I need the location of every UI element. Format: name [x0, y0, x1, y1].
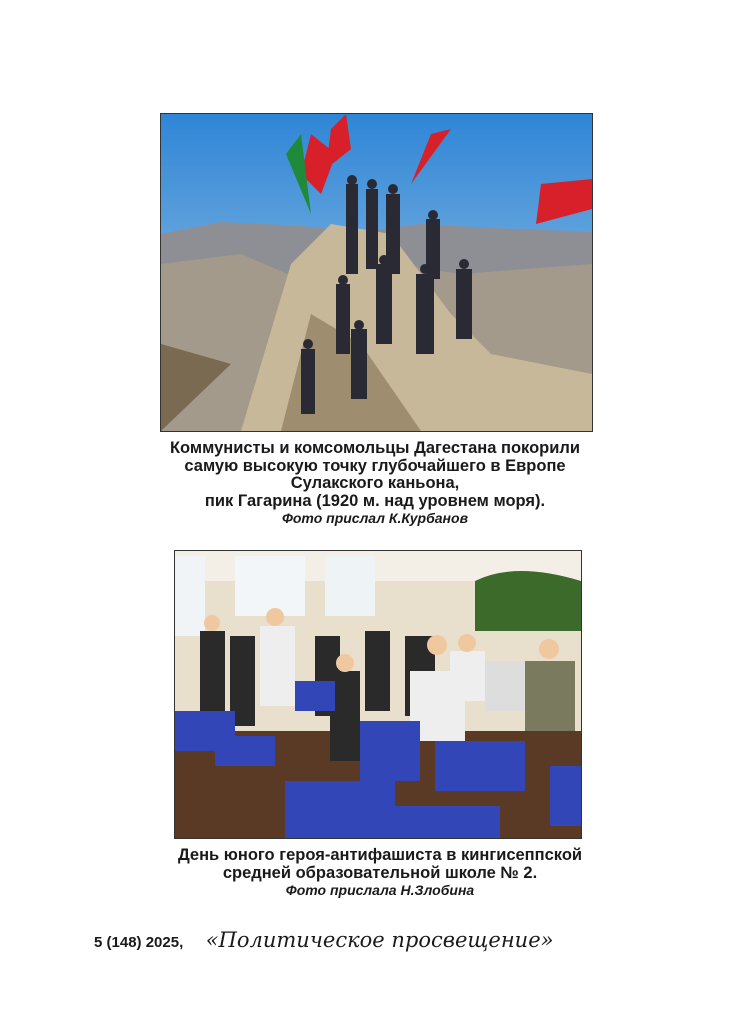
caption-line: средней образовательной школе № 2.	[222, 863, 538, 882]
caption-line: самую высокую точку глубочайшего в Европе	[184, 456, 566, 475]
photo-credit: Фото прислал К.Курбанов	[281, 510, 469, 526]
mountain-summit-photo	[160, 113, 593, 432]
photo-caption-2	[110, 847, 650, 899]
caption-line: Коммунисты и комсомольцы Дагестана покорили	[169, 439, 581, 457]
page-footer	[94, 928, 553, 952]
caption-line: Сулакского каньона,	[290, 474, 460, 492]
photo-caption-1	[100, 440, 650, 527]
school-assembly-photo	[174, 550, 582, 839]
caption-line: пик Гагарина (1920 м. над уровнем моря).	[204, 491, 546, 510]
caption-line: День юного героя-антифашиста в кингисеппской	[177, 846, 583, 864]
photo-credit: Фото прислала Н.Злобина	[285, 882, 475, 898]
issue-number: 5 (148) 2025,	[94, 934, 184, 951]
journal-title: «Политическое просвещение»	[205, 928, 554, 952]
